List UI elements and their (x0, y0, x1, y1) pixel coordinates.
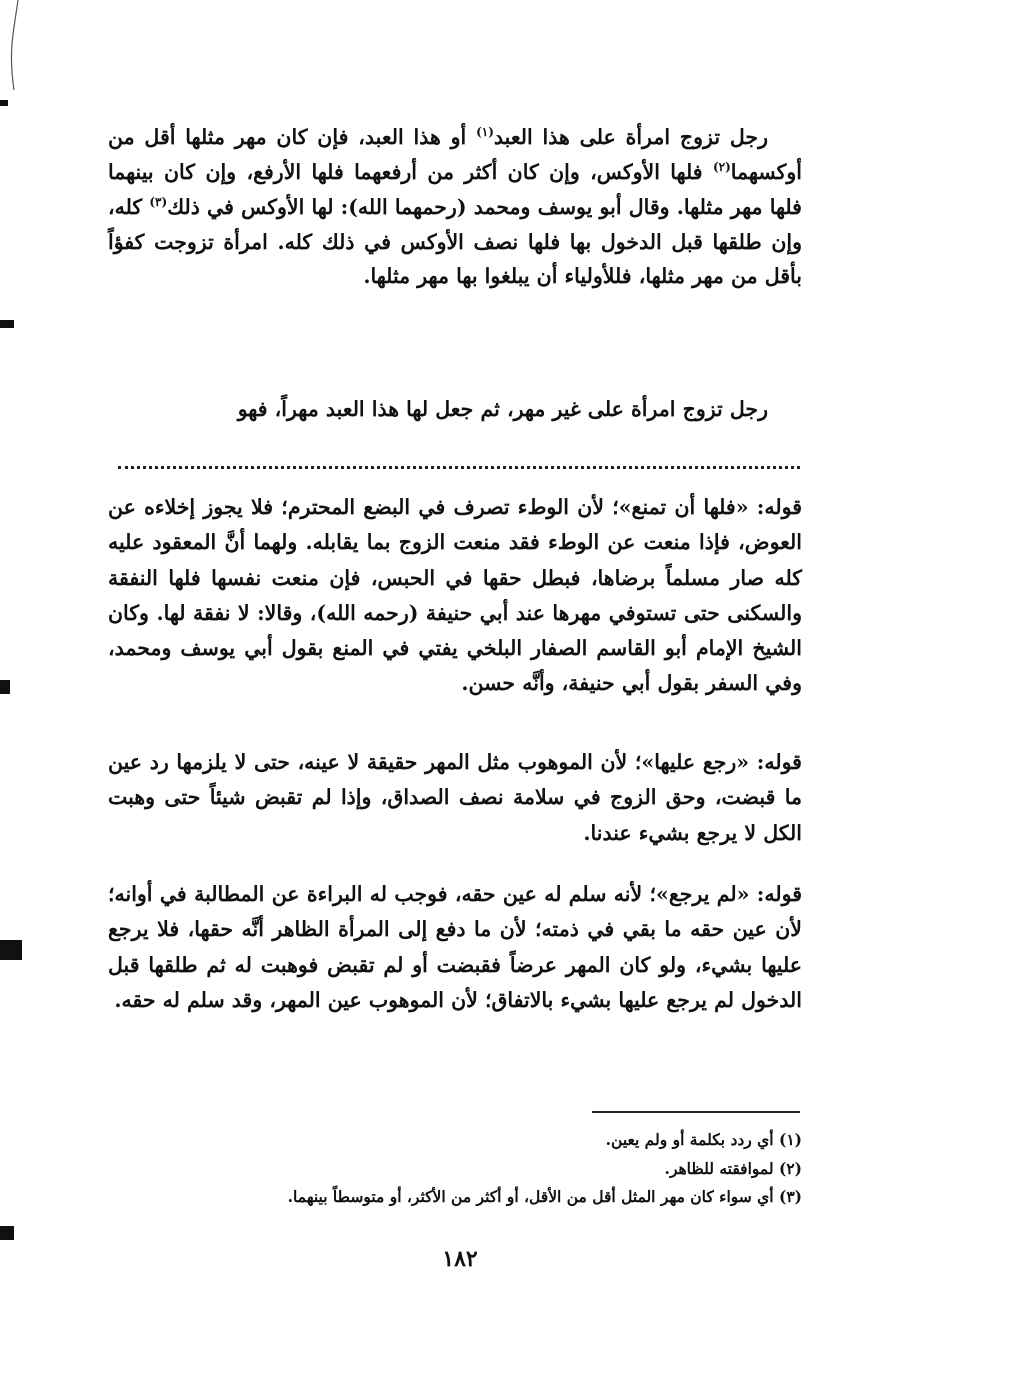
main-text-segment: رجل تزوج امرأة على هذا العبد (493, 125, 768, 149)
scan-margin-mark (0, 320, 14, 328)
main-text-paragraph-1 (108, 120, 802, 294)
commentary-text: لأنه سلم له عين حقه، فوجب له البراءة عن المطالبة في أوانه؛ لأن عين حقه ما بقي في ذمته؛ لأن ما دفع إلى المرأة الظاهر أنَّه حقها، فلا يرجع عليها بشيء، ولو كان المهر عرضاً فقبضت أو لم تقبض فوهبت له ثم طلقها قبل الدخول لم يرجع عليها بشيء بالاتفاق؛ لأن الموهوب عين المهر، وقد سلم له حقه. (108, 882, 802, 1012)
footnote-1: (١) أي ردد بكلمة أو ولم يعين. (605, 1130, 802, 1149)
footnote-2: (٢) لموافقته للظاهر. (664, 1158, 802, 1178)
footnote-ref-3: (٣) (149, 194, 168, 209)
main-text-segment: رجل تزوج امرأة على غير مهر، ثم جعل لها هذا العبد مهراً، فهو (237, 397, 768, 421)
footnotes (150, 1126, 802, 1212)
page-number: ١٨٢ (442, 1246, 478, 1272)
commentary-text: لأن الوطء تصرف في البضع المحترم؛ فلا يجوز إخلاءه عن العوض، فإذا منعت عن الوطء فقد منعت الزوج بما يقابله. ولهما أنَّ المعقود عليه كله صار مسلماً برضاها، فبطل حقها في الحبس، فإن منعت نفسها فلها النفقة والسكنى حتى تستوفي مهرها عند أبي حنيفة (رحمه الله)، وقالا: لا نفقة لها. وكان الشيخ الإمام أبو القاسم الصفار البلخي يفتي في المنع بقول أبي يوسف ومحمد، وفي السفر بقول أبي حنيفة، وأنَّه حسن. (108, 495, 802, 696)
dotted-separator (118, 456, 800, 469)
commentary-label: قوله: «فلها أن تمنع»؛ (612, 495, 802, 519)
scan-margin-mark (0, 940, 22, 960)
footnote-ref-1: (١) (476, 125, 494, 140)
commentary-text: لأن الموهوب مثل المهر حقيقة لا عينه، حتى لا يلزمها رد عين ما قبضت، وحق الزوج في سلامة نصف الصداق، وإذا لم تقبض شيئاً حتى وهبت الكل لا يرجع بشيء عندنا. (108, 750, 802, 845)
commentary-paragraph-1 (108, 490, 802, 702)
scan-margin-mark (0, 680, 10, 694)
footnote-3: (٣) أي سواء كان مهر المثل أقل من الأقل، أو أكثر من الأكثر، أو متوسطاً بينهما. (287, 1187, 802, 1207)
scan-margin-mark (0, 1226, 14, 1240)
commentary-label: قوله: «لم يرجع»؛ (649, 882, 802, 906)
commentary-paragraph-3 (108, 877, 802, 1018)
commentary-paragraph-2 (108, 745, 802, 851)
footnote-ref-2: (٢) (712, 160, 731, 175)
main-text-segment: أو هذا العبد، فإن كان مهر مثلها أقل من أوكسهما (108, 125, 802, 184)
footnote-rule (592, 1111, 800, 1113)
scan-edge-mark (4, 0, 24, 100)
scan-margin-mark (0, 100, 8, 106)
main-text-segment: فلها الأوكس، وإن كان أكثر من أرفعهما فلها الأرفع، وإن كان بينهما فلها مهر مثلها. وقال أبو يوسف ومحمد (رحمهما الله): لها الأوكس في ذلك (108, 159, 802, 219)
commentary-label: قوله: «رجع عليها»؛ (634, 750, 802, 774)
main-text-paragraph-2 (108, 392, 802, 427)
main-text-segment: كله، وإن طلقها قبل الدخول بها فلها نصف الأوكس في ذلك كله. امرأة تزوجت كفؤاً بأقل من مهر مثلها، فللأولياء أن يبلغوا بها مهر مثلها. (108, 194, 802, 289)
